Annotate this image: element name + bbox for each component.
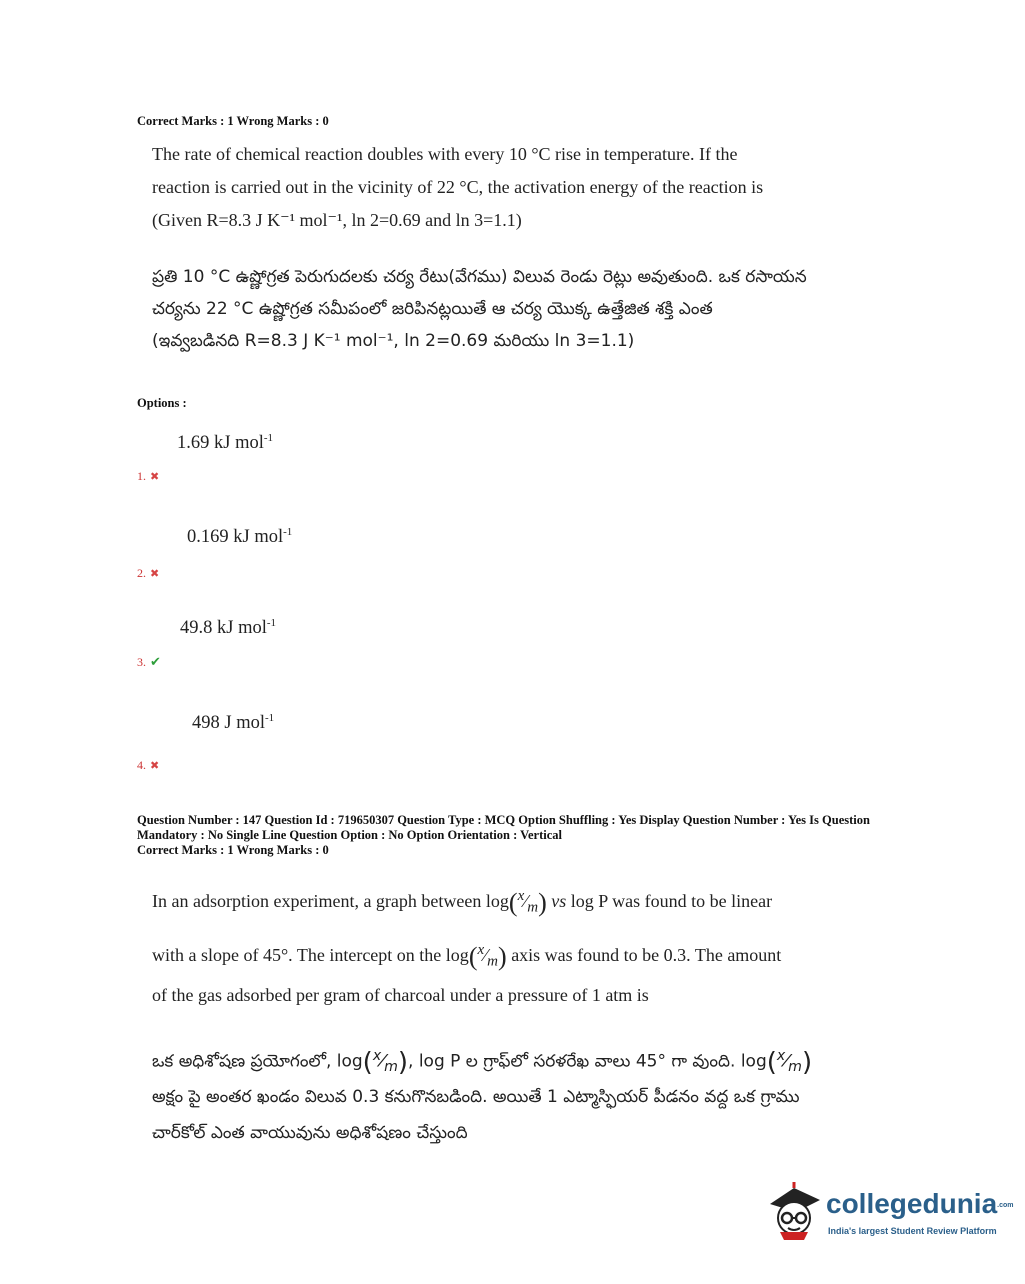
collegedunia-logo[interactable] — [764, 1176, 1014, 1256]
numerator: x — [372, 1048, 382, 1064]
question-line: అక్షం పై అంతర ఖండం విలువ 0.3 కనుగొనబడింది. అయితే 1 ఎట్మాస్ఫియర్ పీడనం వద్ద ఒక గ్రాము — [152, 1087, 800, 1107]
text: vs — [551, 891, 567, 911]
marks-line: Correct Marks : 1 Wrong Marks : 0 — [137, 843, 329, 857]
wrong-mark-icon: ✖ — [150, 759, 160, 772]
option-number: 2. — [137, 566, 146, 580]
logo-tld: .com — [997, 1202, 1014, 1210]
text: with a slope of 45°. The intercept on the — [152, 945, 442, 965]
numerator: x — [517, 888, 525, 904]
option-value — [192, 712, 274, 734]
question-line: of the gas adsorbed per gram of charcoal under a pressure of 1 atm is — [152, 985, 649, 1005]
denominator: m — [487, 953, 499, 970]
option-value-text: 498 J mol — [192, 713, 265, 734]
paren-close: ) — [498, 942, 507, 971]
paren-open: ( — [766, 1047, 777, 1078]
option-number: 3. — [137, 655, 146, 669]
option-3[interactable] — [137, 653, 161, 671]
fraction: $^x⁄_m$ — [776, 1048, 802, 1076]
log-text: log — [445, 945, 469, 965]
text: axis was found to be 0.3. The amount — [511, 945, 782, 965]
denominator: m — [527, 899, 539, 916]
question-line: చర్యను 22 °C ఉష్ణోగ్రత సమీపంలో జరిపినట్లయితే ఆ చర్య యొక్క ఉత్తేజిత శక్తి ఎంత — [152, 299, 713, 319]
option-exponent: -1 — [283, 526, 293, 538]
denominator: m — [788, 1059, 802, 1076]
numerator: x — [776, 1048, 786, 1064]
logo-wordmark — [826, 1188, 1014, 1220]
question-line: ప్రతి 10 °C ఉష్ణోగ్రత పెరుగుదలకు చర్య రేటు(వేగము) విలువ రెండు రెట్లు అవుతుంది. ఒక రసాయన — [152, 267, 807, 287]
question-meta — [137, 813, 937, 858]
option-value-text: 1.69 kJ mol — [177, 433, 264, 454]
log-text: log — [336, 1051, 363, 1072]
denominator: m — [384, 1059, 398, 1076]
fraction: $^x⁄_m$ — [517, 888, 539, 916]
text: ఒక అధిశోషణ ప్రయోగంలో, — [152, 1051, 332, 1072]
options-label: Options : — [137, 396, 187, 410]
option-value — [177, 432, 273, 454]
logo-name: collegedunia — [826, 1188, 998, 1219]
option-value — [180, 617, 276, 639]
log-text: log — [485, 891, 509, 911]
wrong-mark-icon: ✖ — [150, 567, 160, 580]
question-line — [152, 880, 772, 925]
log-text: log — [740, 1051, 767, 1072]
option-value — [187, 526, 292, 548]
question-meta-line: Question Number : 147 Question Id : 719650307 Question Type : MCQ Option Shuffling : Yes Display Question Number : Yes Is Question — [137, 813, 870, 827]
correct-check-icon: ✔ — [150, 655, 161, 670]
paren-close: ) — [801, 1047, 813, 1078]
option-exponent: -1 — [263, 432, 274, 444]
marks-line: Correct Marks : 1 Wrong Marks : 0 — [137, 114, 329, 128]
option-exponent: -1 — [266, 617, 277, 629]
question-line: (Given R=8.3 J K⁻¹ mol⁻¹, ln 2=0.69 and ln 3=1.1) — [152, 210, 522, 230]
question-line: (ఇవ్వబడినది R=8.3 J K⁻¹ mol⁻¹, ln 2=0.69 మరియు ln 3=1.1) — [152, 331, 635, 351]
question-line — [152, 1040, 812, 1083]
paren-open: ( — [468, 942, 478, 971]
paren-close: ) — [538, 888, 547, 917]
paren-close: ) — [397, 1047, 409, 1078]
option-value-text: 49.8 kJ mol — [180, 618, 267, 639]
question-line — [152, 934, 781, 979]
wrong-mark-icon: ✖ — [150, 470, 160, 483]
text: log P was found to be linear — [570, 891, 773, 911]
logo-tagline: India's largest Student Review Platform — [828, 1226, 997, 1236]
numerator: x — [477, 942, 485, 958]
question-meta-line: Mandatory : No Single Line Question Option : No Option Orientation : Vertical — [137, 828, 563, 842]
fraction: $^x⁄_m$ — [477, 942, 499, 970]
option-number: 1. — [137, 469, 146, 483]
question-line: The rate of chemical reaction doubles with every 10 °C rise in temperature. If the — [152, 144, 738, 164]
option-exponent: -1 — [264, 712, 275, 724]
option-value-text: 0.169 kJ mol — [187, 527, 284, 548]
fraction: $^x⁄_m$ — [372, 1048, 398, 1076]
question-text-telugu — [152, 261, 832, 357]
shirt-shape — [780, 1232, 808, 1240]
question-text-english — [152, 138, 763, 237]
question-line: reaction is carried out in the vicinity of 22 °C, the activation energy of the reaction is — [152, 177, 764, 197]
mascot-icon — [764, 1180, 824, 1242]
paren-open: ( — [362, 1047, 373, 1078]
paren-open: ( — [508, 888, 518, 917]
option-4[interactable] — [137, 756, 159, 774]
text: In an adsorption experiment, a graph between — [152, 891, 482, 911]
question-line: చార్‌కోల్ ఎంత వాయువును అధిశోషణం చేస్తుంది — [152, 1123, 468, 1143]
option-2[interactable] — [137, 564, 159, 582]
option-1[interactable] — [137, 467, 159, 485]
text: , log P ల గ్రాఫ్‌లో సరళరేఖ వాలు 45° గా వుంది. — [408, 1051, 736, 1072]
option-number: 4. — [137, 758, 146, 772]
